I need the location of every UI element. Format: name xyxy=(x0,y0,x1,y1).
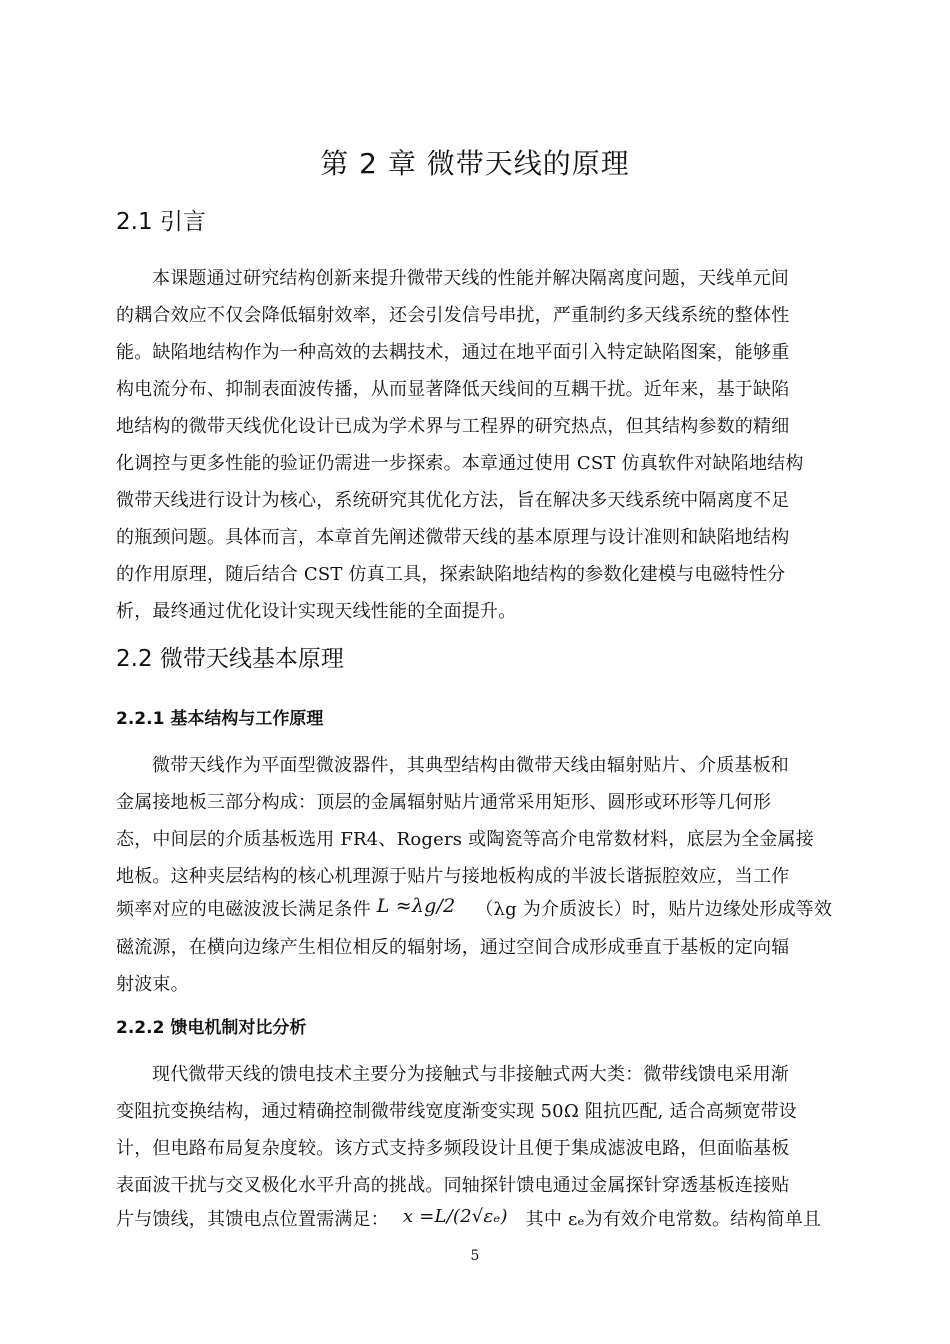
paragraph-line: 金属接地板三部分构成：顶层的金属辐射贴片通常采用矩形、圆形或环形等几何形 xyxy=(116,792,772,813)
formula-suffix-text: 其中 εₑ为有效介电常数。结构简单且 xyxy=(525,1209,822,1230)
formula-prefix-text: 频率对应的电磁波波长满足条件 xyxy=(116,899,371,920)
paragraph-line: 微带天线作为平面型微波器件，其典型结构由微带天线由辐射贴片、介质基板和 xyxy=(152,755,789,776)
paragraph-line: 表面波干扰与交叉极化水平升高的挑战。同轴探针馈电通过金属探针穿透基板连接贴 xyxy=(116,1175,790,1196)
paragraph-line: 析，最终通过优化设计实现天线性能的全面提升。 xyxy=(116,601,517,622)
paragraph-line: 地板。这种夹层结构的核心机理源于贴片与接地板构成的半波长谐振腔效应，当工作 xyxy=(116,866,790,887)
section-heading-principles: 2.2 微带天线基本原理 xyxy=(116,646,344,672)
page-number: 5 xyxy=(470,1248,480,1264)
paragraph-line: 的耦合效应不仅会降低辐射效率，还会引发信号串扰，严重制约多天线系统的整体性 xyxy=(116,305,790,326)
formula-suffix-text: （λg 为介质波长）时，贴片边缘处形成等效 xyxy=(475,899,833,920)
subsection-heading-feed-mechanism: 2.2.2 馈电机制对比分析 xyxy=(116,1018,307,1038)
paragraph-line: 射波束。 xyxy=(116,974,189,995)
paragraph-line-with-formula xyxy=(116,895,838,921)
paragraph-line: 态，中间层的介质基板选用 FR4、Rogers 或陶瓷等高介电常数材料，底层为全金属接 xyxy=(116,829,814,850)
paragraph-line: 计，但电路布局复杂度较。该方式支持多频段设计且便于集成滤波电路，但面临基板 xyxy=(116,1138,790,1159)
paragraph-line: 化调控与更多性能的验证仍需进一步探索。本章通过使用 CST 仿真软件对缺陷地结构 xyxy=(116,453,804,474)
paragraph-line: 微带天线进行设计为核心，系统研究其优化方法，旨在解决多天线系统中隔离度不足 xyxy=(116,490,790,511)
paragraph-line: 的瓶颈问题。具体而言，本章首先阐述微带天线的基本原理与设计准则和缺陷地结构 xyxy=(116,527,790,548)
paragraph-line: 磁流源，在横向边缘产生相位相反的辐射场，通过空间合成形成垂直于基板的定向辐 xyxy=(116,937,790,958)
paragraph-line: 构电流分布、抑制表面波传播，从而显著降低天线间的互耦干扰。近年来，基于缺陷 xyxy=(116,379,790,400)
paragraph-line: 现代微带天线的馈电技术主要分为接触式与非接触式两大类：微带线馈电采用渐 xyxy=(152,1064,789,1085)
feed-position-formula: x =L/(2√εₑ) xyxy=(402,1206,508,1227)
paragraph-line-with-formula xyxy=(116,1205,838,1231)
paragraph-line: 变阻抗变换结构，通过精确控制微带线宽度渐变实现 50Ω 阻抗匹配, 适合高频宽带设 xyxy=(116,1101,797,1122)
paragraph-line: 地结构的微带天线优化设计已成为学术界与工程界的研究热点，但其结构参数的精细 xyxy=(116,416,790,437)
section-heading-intro: 2.1 引言 xyxy=(116,209,206,235)
subsection-heading-basic-structure: 2.2.1 基本结构与工作原理 xyxy=(116,709,324,729)
formula-prefix-text: 片与馈线，其馈电点位置需满足： xyxy=(116,1209,389,1230)
paragraph-line: 能。缺陷地结构作为一种高效的去耦技术，通过在地平面引入特定缺陷图案，能够重 xyxy=(116,342,790,363)
paragraph-line: 的作用原理，随后结合 CST 仿真工具，探索缺陷地结构的参数化建模与电磁特性分 xyxy=(116,564,786,585)
resonance-formula: L ≈λg/2 xyxy=(376,895,456,917)
chapter-title: 第 2 章 微带天线的原理 xyxy=(320,147,630,180)
paragraph-line: 本课题通过研究结构创新来提升微带天线的性能并解决隔离度问题，天线单元间 xyxy=(152,268,789,289)
